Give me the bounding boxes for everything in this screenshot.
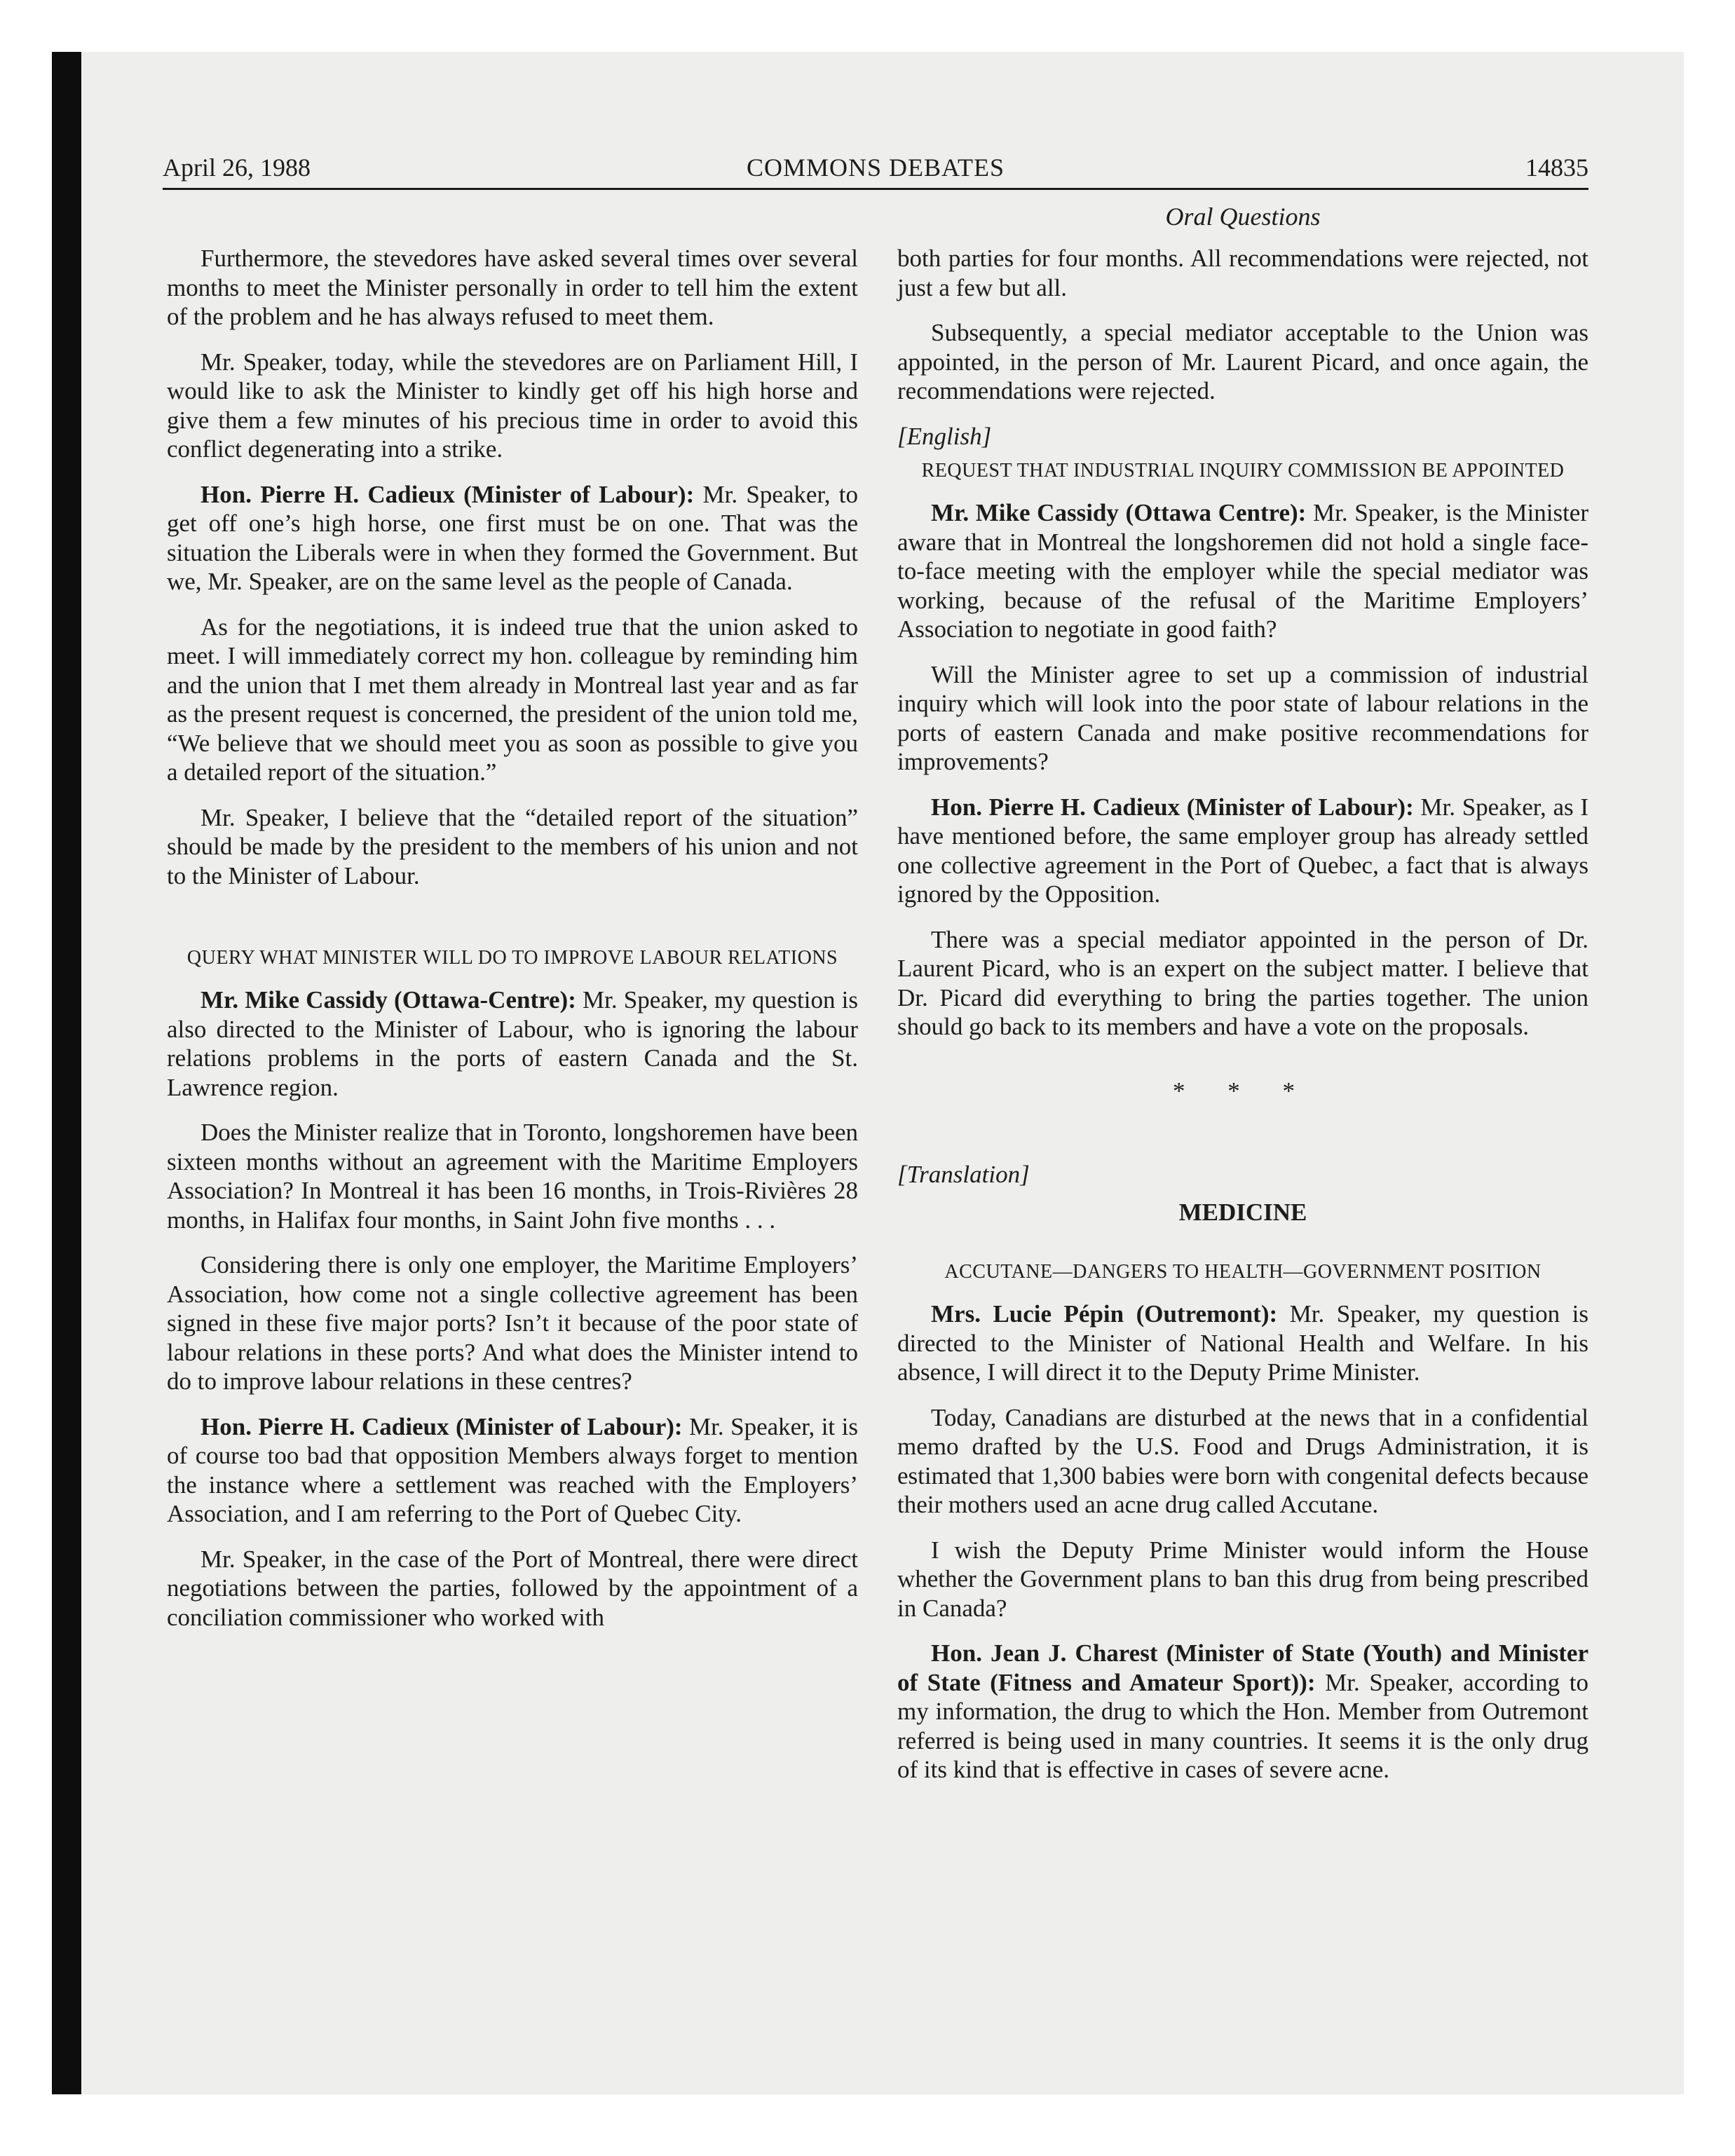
- paragraph: Considering there is only one employer, the Maritime Employers’ Association, how come not a single collective agreement has been signed in these five major ports? Isn’t it because of the poor state of labour relations in these ports? And what does the Minister intend to do to improve labour relations in these centres?: [167, 1251, 858, 1395]
- subject-heading: MEDICINE: [1178, 1198, 1307, 1226]
- speaker-name: Hon. Jean J. Charest (Minister of State (Youth) and Minister of State (Fitness and Amateur Sport)):: [897, 1639, 1588, 1696]
- speech-text: Mr. Speaker, as I have mentioned before, the same employer group has already settled one collective agreement in the Port of Quebec, a fact that is always ignored by the Opposition.: [897, 793, 1588, 908]
- paragraph: Mr. Speaker, today, while the stevedores are on Parliament Hill, I would like to ask the Minister to kindly get off his high horse and give them a few minutes of his precious time in order to avoid this conflict degenerating into a strike.: [167, 348, 858, 463]
- subheading: ACCUTANE—DANGERS TO HEALTH—GOVERNMENT POSITION: [944, 1261, 1542, 1283]
- section-title: Oral Questions: [1165, 203, 1321, 231]
- right-column: [897, 244, 1588, 1801]
- paragraph: both parties for four months. All recommendations were rejected, not just a few but all.: [897, 245, 1588, 301]
- paragraph: [897, 793, 1588, 909]
- paragraph: Will the Minister agree to set up a commission of industrial inquiry which will look into the poor state of labour relations in the ports of eastern Canada and make positive recommendations for improvements?: [897, 660, 1588, 775]
- speaker-name: Mr. Mike Cassidy (Ottawa-Centre):: [200, 986, 576, 1014]
- paragraph: [897, 1639, 1588, 1785]
- speaker-name: Hon. Pierre H. Cadieux (Minister of Labour):: [200, 480, 695, 508]
- paragraph: There was a special mediator appointed in the person of Dr. Laurent Picard, who is an expert on the subject matter. I believe that Dr. Picard did everything to bring the parties together. The union should go back to its members and have a vote on the proposals.: [897, 925, 1588, 1040]
- paragraph: [167, 480, 858, 596]
- header-rule: [163, 188, 1588, 190]
- language-marker: [Translation]: [897, 1161, 1030, 1188]
- paragraph: Subsequently, a special mediator acceptable to the Union was appointed, in the person of Mr. Laurent Picard, and once again, the recommendations were rejected.: [897, 319, 1588, 404]
- speech-text: Mr. Speaker, my question is also directed to the Minister of Labour, who is ignoring the labour relations problems in the ports of eastern Canada and the St. Lawrence region.: [167, 986, 859, 1101]
- subheading: QUERY WHAT MINISTER WILL DO TO IMPROVE LABOUR RELATIONS: [186, 947, 838, 969]
- paragraph: Mr. Speaker, in the case of the Port of Montreal, there were direct negotiations between the parties, followed by the appointment of a conciliation commissioner who worked with: [167, 1545, 858, 1631]
- language-marker: [English]: [897, 422, 992, 450]
- paragraph: Does the Minister realize that in Toronto, longshoremen have been sixteen months without an agreement with the Maritime Employers Association? In Montreal it has been 16 months, in Trois-Rivières 28 months, in Halifax four months, in Saint John five months . . .: [167, 1119, 858, 1234]
- page-number: 14835: [1525, 153, 1588, 182]
- left-column: [167, 244, 858, 1648]
- speech-text: Mr. Speaker, according to my information, the drug to which the Hon. Member from Outremont referred is being used in many countries. It seems it is the only drug of its kind that is effective in cases of severe acne.: [897, 1668, 1588, 1783]
- speaker-name: Mr. Mike Cassidy (Ottawa Centre):: [931, 499, 1307, 526]
- running-header: [163, 153, 1588, 189]
- paragraph: As for the negotiations, it is indeed true that the union asked to meet. I will immediately correct my hon. colleague by reminding him and the union that I met them already in Montreal last year and as far as the present request is concerned, the president of the union told me, “We believe that we should meet you as soon as possible to give you a detailed report of the situation.”: [167, 613, 858, 786]
- paragraph: Today, Canadians are disturbed at the news that in a confidential memo drafted by the U.S. Food and Drugs Administration, it is estimated that 1,300 babies were born with congenital defects because their mothers used an acne drug called Accutane.: [897, 1403, 1588, 1518]
- speech-text: Mr. Speaker, it is of course too bad that opposition Members always forget to mention the instance where a settlement was reached with the Employers’ Association, and I am referring to the Port of Quebec City.: [167, 1412, 858, 1527]
- paragraph: [167, 1412, 858, 1529]
- paragraph: [897, 1299, 1588, 1387]
- paragraph: [897, 498, 1588, 644]
- speaker-name: Mrs. Lucie Pépin (Outremont):: [931, 1300, 1278, 1328]
- subheading: REQUEST THAT INDUSTRIAL INQUIRY COMMISSION BE APPOINTED: [921, 460, 1565, 482]
- section-break-stars: * * *: [1173, 1077, 1313, 1105]
- paragraph: [167, 985, 858, 1102]
- paragraph: Furthermore, the stevedores have asked several times over several months to meet the Minister personally in order to tell him the extent of the problem and he has always refused to meet them.: [167, 245, 858, 330]
- speech-text: Mr. Speaker, to get off one’s high horse, one first must be on one. That was the situation the Liberals were in when they formed the Government. But we, Mr. Speaker, are on the same level as the people of Canada.: [167, 480, 858, 595]
- speech-text: Mr. Speaker, is the Minister aware that in Montreal the longshoremen did not hold a single face-to-face meeting with the employer while the special mediator was working, because of the refusal of the Maritime Employers’ Association to negotiate in good faith?: [897, 499, 1588, 643]
- scan-edge: [52, 52, 81, 2094]
- header-date: April 26, 1988: [163, 153, 311, 182]
- speaker-name: Hon. Pierre H. Cadieux (Minister of Labour):: [931, 793, 1414, 821]
- speaker-name: Hon. Pierre H. Cadieux (Minister of Labour):: [200, 1412, 683, 1440]
- speech-text: Mr. Speaker, my question is directed to the Minister of National Health and Welfare. In his absence, I will direct it to the Deputy Prime Minister.: [897, 1300, 1589, 1386]
- header-title: COMMONS DEBATES: [746, 153, 1005, 182]
- paragraph: Mr. Speaker, I believe that the “detailed report of the situation” should be made by the president to the members of his union and not to the Minister of Labour.: [167, 803, 858, 889]
- paragraph: I wish the Deputy Prime Minister would inform the House whether the Government plans to ban this drug from being prescribed in Canada?: [897, 1536, 1588, 1622]
